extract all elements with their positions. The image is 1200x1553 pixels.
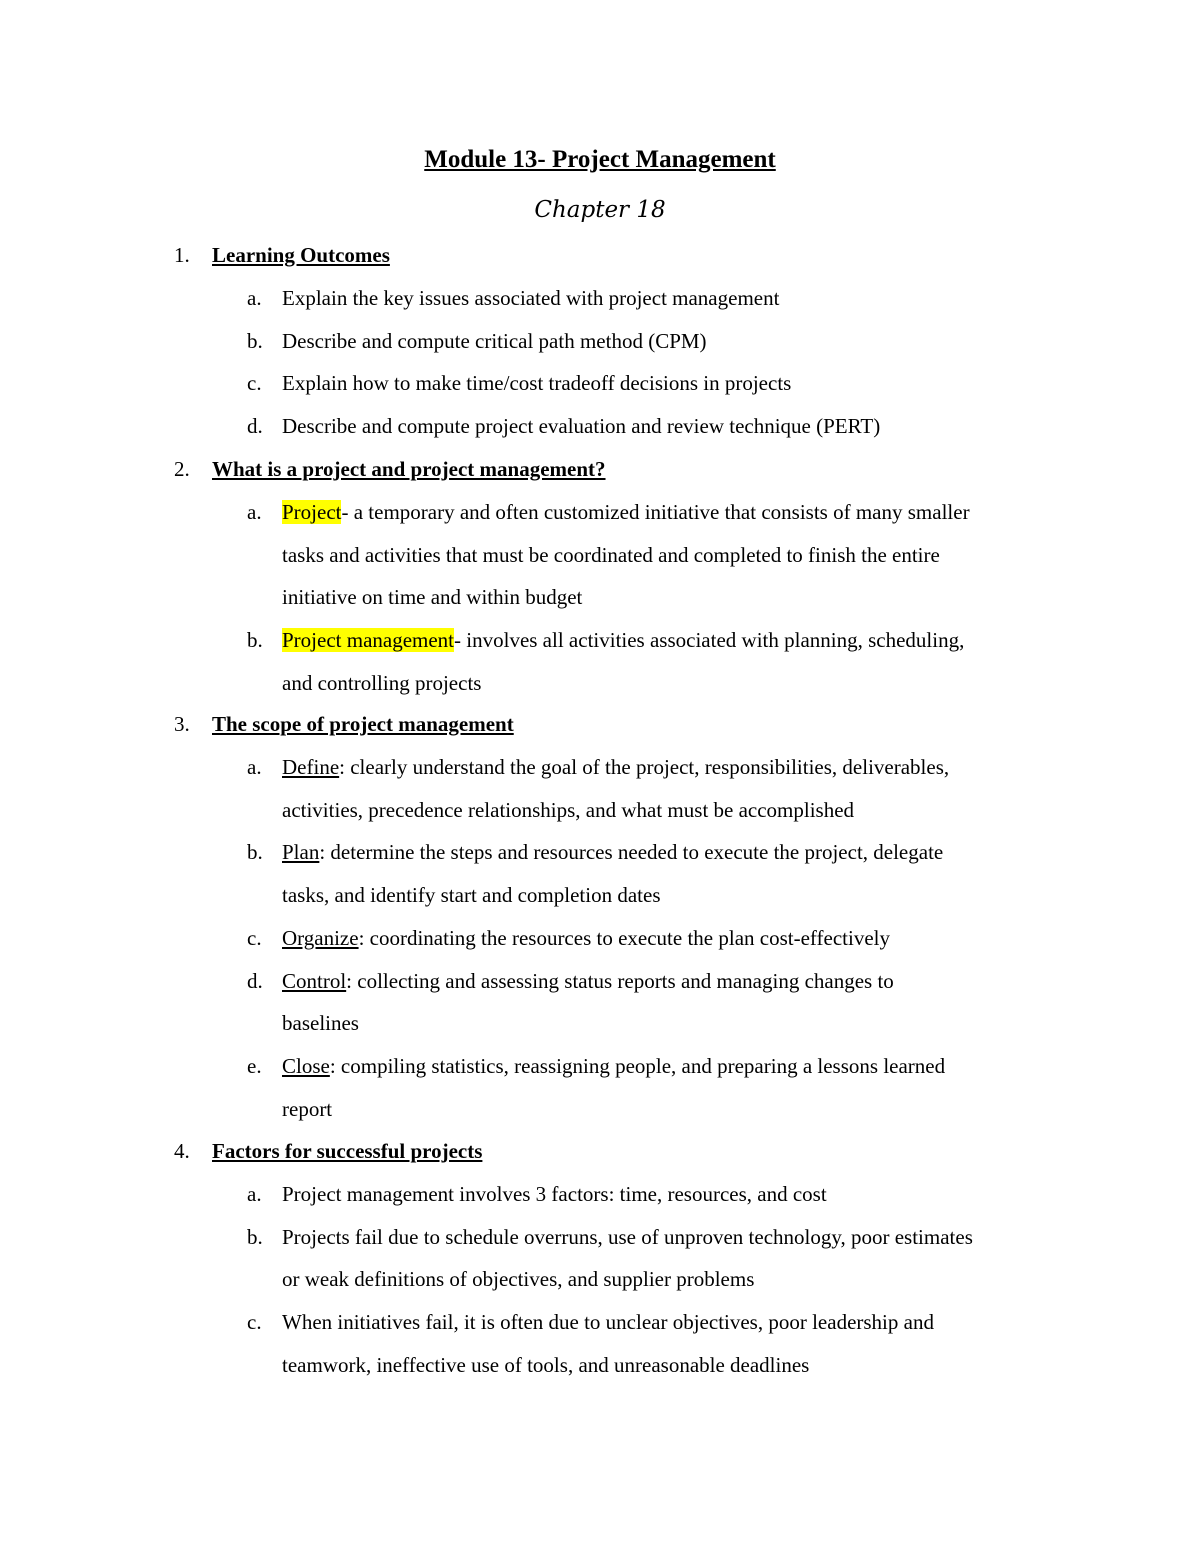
underlined-term: Plan <box>282 840 320 865</box>
item-text-line <box>282 1222 973 1252</box>
item-text: : coordinating the resources to execute the plan cost-effectively <box>358 925 890 950</box>
item-text-line <box>282 326 707 356</box>
item-text-line <box>282 668 481 698</box>
section-heading: The scope of project management <box>212 712 514 736</box>
item-letter: a. <box>247 286 262 310</box>
item-text-line <box>282 497 970 527</box>
item-text: Explain the key issues associated with project management <box>282 286 780 310</box>
item-text-line <box>282 625 964 655</box>
section-heading: Learning Outcomes <box>212 243 390 267</box>
item-text-line <box>282 923 890 953</box>
item-text-line <box>282 582 582 612</box>
item-letter: b. <box>247 628 263 653</box>
item-letter: b. <box>247 328 263 353</box>
item-text-line <box>282 283 779 313</box>
item-text-line <box>282 1094 332 1124</box>
section-number: 4. <box>174 1139 190 1163</box>
item-text-line <box>282 752 949 782</box>
item-letter: a. <box>247 500 262 524</box>
item-text: baselines <box>282 1011 359 1036</box>
item-text-line <box>282 795 854 825</box>
document-subtitle: Chapter 18 <box>534 197 666 223</box>
item-letter: c. <box>247 371 262 396</box>
item-letter: d. <box>247 414 263 439</box>
item-text: initiative on time and within budget <box>282 585 583 610</box>
highlighted-term: Project management <box>282 628 455 653</box>
item-text-line <box>282 540 940 570</box>
item-text-line <box>282 1008 359 1038</box>
item-text: Explain how to make time/cost tradeoff decisions in projects <box>282 371 792 396</box>
item-text: teamwork, ineffective use of tools, and unreasonable deadlines <box>282 1352 810 1377</box>
item-letter: e. <box>247 1053 262 1078</box>
item-letter: b. <box>247 840 263 865</box>
item-letter: d. <box>247 968 263 993</box>
item-text: : collecting and assessing status reports and managing changes to <box>346 968 894 993</box>
item-text: and controlling projects <box>282 670 482 695</box>
underlined-term: Control <box>282 968 347 993</box>
item-text: tasks and activities that must be coordinated and completed to finish the entire <box>282 542 940 567</box>
item-letter: c. <box>247 925 262 950</box>
item-text-line <box>282 411 880 441</box>
underlined-term: Organize <box>282 925 359 950</box>
item-text: - involves all activities associated with planning, scheduling, <box>454 628 965 653</box>
item-text-line <box>282 837 943 867</box>
item-letter: c. <box>247 1310 262 1335</box>
item-letter: a. <box>247 755 262 779</box>
item-text-line <box>282 368 791 398</box>
item-text-line <box>282 1307 934 1337</box>
section-number: 3. <box>174 712 190 736</box>
highlighted-term: Project <box>282 500 342 524</box>
underlined-term: Close <box>282 1053 330 1078</box>
item-text-line <box>282 1350 809 1380</box>
item-text: : determine the steps and resources needed to execute the project, delegate <box>319 840 944 865</box>
item-text: : clearly understand the goal of the project, responsibilities, deliverables, <box>339 755 950 779</box>
item-text: or weak definitions of objectives, and supplier problems <box>282 1267 755 1292</box>
item-text: When initiatives fail, it is often due to unclear objectives, poor leadership and <box>282 1310 934 1335</box>
item-text: : compiling statistics, reassigning people, and preparing a lessons learned <box>329 1053 946 1078</box>
item-letter: b. <box>247 1224 263 1249</box>
item-letter: a. <box>247 1182 262 1206</box>
item-text: Projects fail due to schedule overruns, use of unproven technology, poor estimates <box>282 1224 973 1249</box>
underlined-term: Define <box>282 755 340 779</box>
section-heading: Factors for successful projects <box>212 1139 483 1163</box>
item-text-line <box>282 1051 945 1081</box>
item-text: tasks, and identify start and completion dates <box>282 883 661 908</box>
item-text-line <box>282 966 894 996</box>
item-text-line <box>282 880 661 910</box>
item-text: activities, precedence relationships, and what must be accomplished <box>282 797 855 822</box>
item-text: report <box>282 1096 333 1121</box>
item-text: Describe and compute project evaluation and review technique (PERT) <box>282 414 881 439</box>
section-heading: What is a project and project management? <box>212 457 606 481</box>
item-text-line <box>282 1264 754 1294</box>
item-text-line <box>282 1179 827 1209</box>
item-text: - a temporary and often customized initiative that consists of many smaller <box>341 500 970 524</box>
document-title: Module 13- Project Management <box>424 146 776 173</box>
item-text: Describe and compute critical path method (CPM) <box>282 328 707 353</box>
section-number: 2. <box>174 457 190 481</box>
item-text: Project management involves 3 factors: time, resources, and cost <box>282 1182 827 1206</box>
section-number: 1. <box>174 243 190 267</box>
